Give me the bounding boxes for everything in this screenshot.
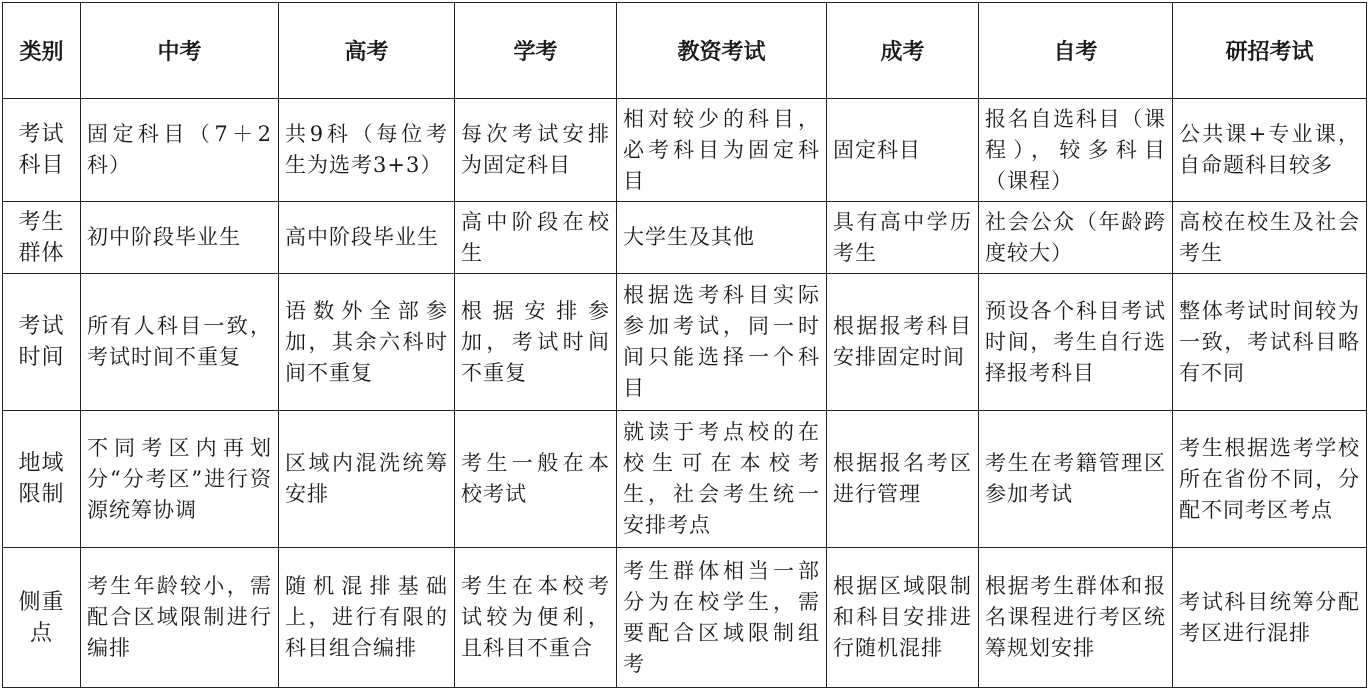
comparison-table <box>2 2 1367 688</box>
table-row <box>3 411 1367 548</box>
table-cell: 相对较少的科目，必考科目为固定科目 <box>617 99 827 202</box>
table-cell: 高校在校生及社会考生 <box>1173 202 1367 274</box>
table-cell: 根据报名考区进行管理 <box>827 411 979 548</box>
table-cell: 大学生及其他 <box>617 202 827 274</box>
table-cell: 根据报考科目安排固定时间 <box>827 274 979 411</box>
table-cell: 根据安排参加，考试时间不重复 <box>455 274 617 411</box>
header-jiaozi: 教资考试 <box>617 3 827 99</box>
header-zhongkao: 中考 <box>81 3 279 99</box>
table-row <box>3 548 1367 688</box>
table-cell: 随机混排基础上，进行有限的科目组合编排 <box>279 548 455 688</box>
header-yanzhao: 研招考试 <box>1173 3 1367 99</box>
table-cell: 固定科目 <box>827 99 979 202</box>
table-cell: 整体考试时间较为一致，考试科目略有不同 <box>1173 274 1367 411</box>
table-cell: 具有高中学历考生 <box>827 202 979 274</box>
table-cell: 初中阶段毕业生 <box>81 202 279 274</box>
table-cell: 共9科（每位考生为选考3+3） <box>279 99 455 202</box>
table-row <box>3 99 1367 202</box>
table-cell: 就读于考点校的在校生可在本校考生，社会考生统一安排考点 <box>617 411 827 548</box>
table-cell: 考生群体相当一部分为在校学生，需要配合区域限制组考 <box>617 548 827 688</box>
table-cell: 考生一般在本校考试 <box>455 411 617 548</box>
table-cell: 报名自选科目（课程），较多科目（课程） <box>979 99 1173 202</box>
table-cell: 公共课+专业课，自命题科目较多 <box>1173 99 1367 202</box>
table-cell: 高中阶段毕业生 <box>279 202 455 274</box>
row-label: 考试科目 <box>3 99 81 202</box>
table-cell: 固定科目（7＋2科） <box>81 99 279 202</box>
header-row <box>3 3 1367 99</box>
header-gaokao: 高考 <box>279 3 455 99</box>
row-label: 考生群体 <box>3 202 81 274</box>
table-cell: 考生年龄较小，需配合区域限制进行编排 <box>81 548 279 688</box>
header-category: 类别 <box>3 3 81 99</box>
table-cell: 预设各个科目考试时间，考生自行选择报考科目 <box>979 274 1173 411</box>
table-cell: 考生在考籍管理区参加考试 <box>979 411 1173 548</box>
table-cell: 高中阶段在校生 <box>455 202 617 274</box>
table-cell: 所有人科目一致，考试时间不重复 <box>81 274 279 411</box>
table-cell: 根据区域限制和科目安排进行随机混排 <box>827 548 979 688</box>
table-cell: 社会公众（年龄跨度较大） <box>979 202 1173 274</box>
header-chengkao: 成考 <box>827 3 979 99</box>
row-label: 地域限制 <box>3 411 81 548</box>
table-cell: 区域内混洗统筹安排 <box>279 411 455 548</box>
table-row <box>3 202 1367 274</box>
table-cell: 根据考生群体和报名课程进行考区统筹规划安排 <box>979 548 1173 688</box>
table-cell: 根据选考科目实际参加考试，同一时间只能选择一个科目 <box>617 274 827 411</box>
table-cell: 语数外全部参加，其余六科时间不重复 <box>279 274 455 411</box>
row-label: 侧重点 <box>3 548 81 688</box>
header-xuekao: 学考 <box>455 3 617 99</box>
table-cell: 考生根据选考学校所在省份不同，分配不同考区考点 <box>1173 411 1367 548</box>
table-cell: 考生在本校考试较为便利，且科目不重合 <box>455 548 617 688</box>
table-row <box>3 274 1367 411</box>
row-label: 考试时间 <box>3 274 81 411</box>
table-cell: 考试科目统筹分配考区进行混排 <box>1173 548 1367 688</box>
table-cell: 每次考试安排为固定科目 <box>455 99 617 202</box>
table-cell: 不同考区内再划分“分考区”进行资源统筹协调 <box>81 411 279 548</box>
header-zikao: 自考 <box>979 3 1173 99</box>
